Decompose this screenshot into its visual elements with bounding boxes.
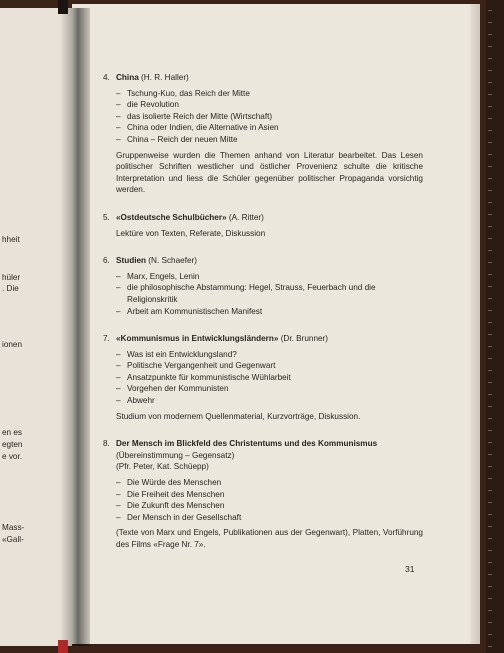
section-number: 5.	[103, 212, 110, 222]
section-heading	[103, 212, 423, 224]
list-item: – China – Reich der neuen Mitte	[116, 134, 238, 144]
ruler-tick	[488, 166, 492, 167]
ruler-tick	[488, 70, 492, 71]
ruler-tick	[488, 406, 492, 407]
section-8	[103, 438, 423, 550]
topic-list	[116, 477, 423, 523]
ruler-tick	[488, 214, 492, 215]
ruler-tick	[488, 430, 492, 431]
ruler-tick	[488, 346, 492, 347]
section-text: (Texte von Marx und Engels, Publikationen aus der Gegenwart), Platten, Vorführung des Films «Frage Nr. 7».	[116, 528, 423, 549]
topic-list	[116, 349, 423, 407]
ruler-tick	[488, 370, 492, 371]
ruler-tick	[488, 418, 492, 419]
section-title: «Kommunismus in Entwicklungsländern»	[116, 334, 279, 344]
ruler-tick	[488, 322, 492, 323]
topic-list	[116, 271, 423, 317]
ruler-tick	[488, 118, 492, 119]
section-heading	[103, 72, 423, 84]
book-gutter	[60, 8, 90, 646]
section-title: Studien	[116, 256, 147, 266]
ruler-tick	[488, 622, 492, 623]
ruler-tick	[488, 610, 492, 611]
scale-ruler	[486, 0, 504, 653]
ruler-tick	[488, 598, 492, 599]
ruler-tick	[488, 550, 492, 551]
left-fragment: e vor.	[2, 452, 23, 461]
list-item: – Abwehr	[116, 396, 155, 406]
ruler-tick	[488, 250, 492, 251]
ruler-tick	[488, 106, 492, 107]
page-edge	[470, 4, 480, 644]
bookmark-ribbon	[58, 640, 68, 653]
section-number: 6.	[103, 256, 110, 266]
page-number: 31	[405, 564, 415, 574]
ruler-tick	[488, 490, 492, 491]
ruler-tick	[488, 514, 492, 515]
ruler-tick	[488, 466, 492, 467]
ruler-tick	[488, 202, 492, 203]
left-fragment: hheit	[2, 235, 20, 244]
section-heading	[103, 333, 423, 345]
section-title: «Ostdeutsche Schulbücher»	[116, 212, 227, 222]
list-item: – das isolierte Reich der Mitte (Wirtschaft)	[116, 111, 273, 121]
ruler-tick	[488, 238, 492, 239]
section-number: 4.	[103, 73, 110, 82]
section-heading	[103, 438, 423, 450]
ruler-tick	[488, 58, 492, 59]
topic-list	[116, 88, 423, 146]
ruler-tick	[488, 274, 492, 275]
list-item: – Arbeit am Kommunistischen Manifest	[116, 306, 263, 316]
section-text: Lektüre von Texten, Referate, Diskussion	[116, 228, 266, 238]
list-item: – Ansatzpunkte für kommunistische Wühlarbeit	[116, 372, 291, 382]
ruler-tick	[488, 190, 492, 191]
left-fragment: . Die	[2, 284, 19, 293]
ruler-tick	[488, 178, 492, 179]
ruler-tick	[488, 94, 492, 95]
ruler-tick	[488, 478, 492, 479]
ruler-tick	[488, 382, 492, 383]
section-author: (N. Schaefer)	[146, 256, 197, 266]
ruler-tick	[488, 130, 492, 131]
section-title: China	[116, 73, 139, 82]
ruler-tick	[488, 502, 492, 503]
section-title: Der Mensch im Blickfeld des Christentums und des Kommunismus	[116, 439, 378, 449]
left-fragment: ionen	[2, 340, 23, 349]
ruler-tick	[488, 634, 492, 635]
section-text: Gruppenweise wurden die Themen anhand von Literatur bearbeitet. Das Lesen politischer Schriften westlicher und östlicher Provenienz schulte die kritische Interpretation und liess die Schüler gegenüber politischer Propaganda vorsichtig werden.	[116, 150, 423, 195]
ruler-tick	[488, 574, 492, 575]
ruler-tick	[488, 46, 492, 47]
section-author: (Dr. Brunner)	[278, 334, 329, 344]
list-item: – Der Mensch in der Gesellschaft	[116, 512, 242, 522]
left-fragment: hüler	[2, 273, 21, 282]
left-fragment: en es	[2, 428, 23, 437]
list-item: – Was ist ein Entwicklungsland?	[116, 349, 237, 359]
list-item: – die philosophische Abstammung: Hegel, Strauss, Feuerbach und die Religionskritik	[116, 283, 376, 304]
section-5	[103, 212, 423, 239]
section-text: Studium von modernem Quellenmaterial, Kurzvorträge, Diskussion.	[116, 411, 361, 421]
list-item: – Die Würde des Menschen	[116, 478, 222, 488]
left-fragment: egten	[2, 440, 23, 449]
ruler-tick	[488, 646, 492, 647]
page-content	[103, 72, 423, 567]
ruler-tick	[488, 334, 492, 335]
ruler-tick	[488, 394, 492, 395]
list-item: – Die Freiheit des Menschen	[116, 489, 225, 499]
section-author: (A. Ritter)	[226, 212, 264, 222]
list-item: – China oder Indien, die Alternative in Asien	[116, 123, 279, 133]
ruler-tick	[488, 10, 492, 11]
left-fragment: Mass-	[2, 523, 25, 532]
ruler-tick	[488, 358, 492, 359]
list-item: – Politische Vergangenheit und Gegenwart	[116, 361, 276, 371]
list-item: – Tschung-Kuo, das Reich der Mitte	[116, 88, 250, 98]
left-fragment: «Gall-	[2, 535, 24, 544]
list-item: – Marx, Engels, Lenin	[116, 271, 200, 281]
section-author: (H. R. Haller)	[138, 73, 189, 82]
ruler-tick	[488, 22, 492, 23]
list-item: – Vorgehen der Kommunisten	[116, 384, 229, 394]
section-7	[103, 333, 423, 422]
ruler-tick	[488, 562, 492, 563]
ruler-tick	[488, 526, 492, 527]
section-number: 8.	[103, 439, 110, 449]
ruler-tick	[488, 82, 492, 83]
section-4	[103, 72, 423, 196]
section-author: (Pfr. Peter, Kat. Schüepp)	[116, 462, 209, 472]
ruler-tick	[488, 310, 492, 311]
ruler-tick	[488, 454, 492, 455]
section-heading	[103, 255, 423, 267]
list-item: – Die Zukunft des Menschen	[116, 501, 225, 511]
ruler-tick	[488, 142, 492, 143]
list-item: – die Revolution	[116, 100, 179, 110]
ruler-tick	[488, 34, 492, 35]
ruler-tick	[488, 262, 492, 263]
section-number: 7.	[103, 334, 110, 344]
ruler-tick	[488, 154, 492, 155]
ruler-tick	[488, 286, 492, 287]
ruler-tick	[488, 538, 492, 539]
binding-top	[58, 0, 68, 14]
ruler-tick	[488, 442, 492, 443]
ruler-tick	[488, 586, 492, 587]
section-6	[103, 255, 423, 317]
ruler-tick	[488, 298, 492, 299]
section-subtitle: (Übereinstimmung – Gegensatz)	[116, 450, 235, 460]
ruler-tick	[488, 226, 492, 227]
